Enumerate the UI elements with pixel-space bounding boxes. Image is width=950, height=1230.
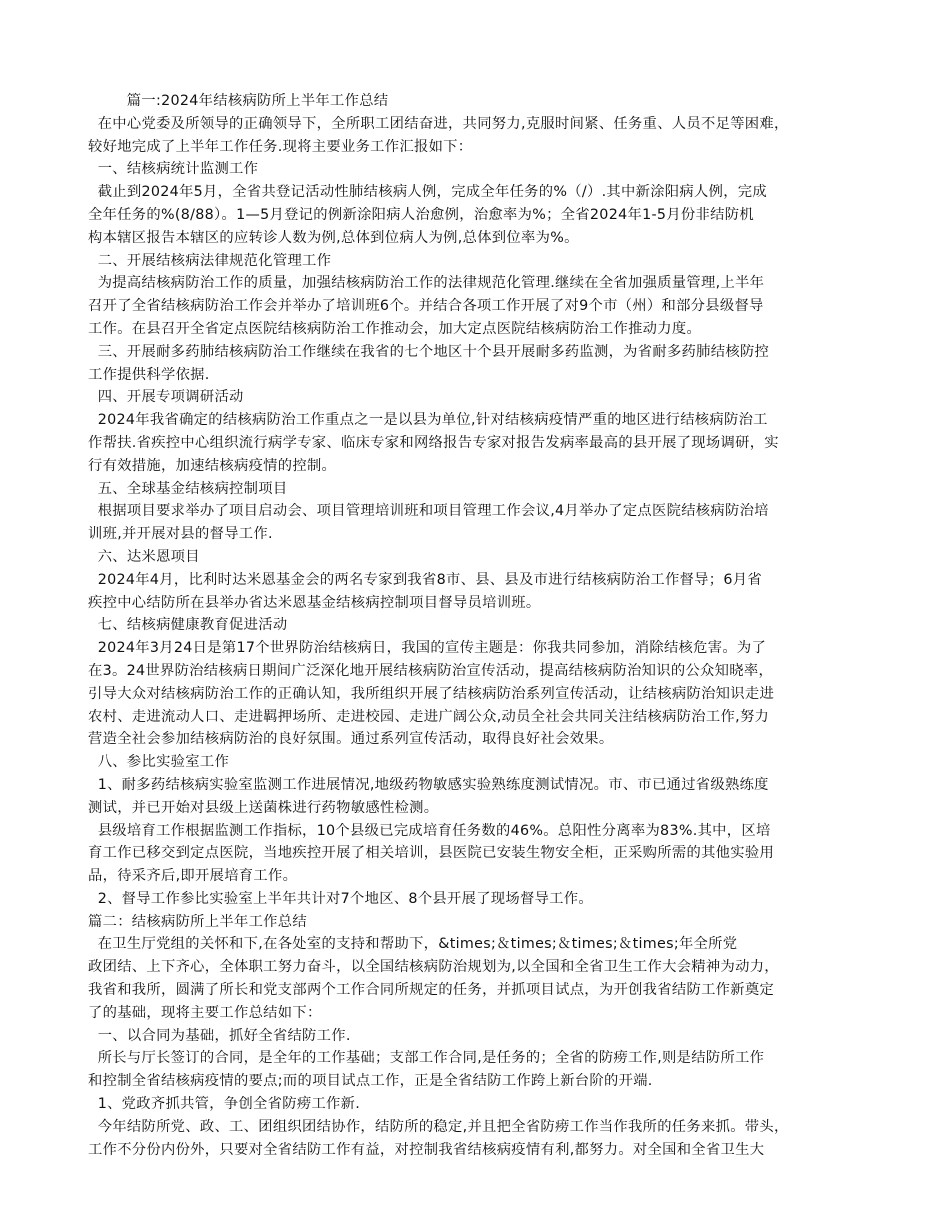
text-line: 三、开展耐多药肺结核病防治工作继续在我省的七个地区十个县开展耐多药监测，为省耐多药肺结核防控: [88, 343, 770, 360]
text-line: 在中心党委及所领导的正确领导下，全所职工团结奋进，共同努力,克服时间紧、任务重、人员不足等困难，: [88, 115, 789, 132]
text-line: 所长与厅长签订的合同，是全年的工作基础；支部工作合同,是任务的；全省的防痨工作,则是结防所工作: [88, 1050, 765, 1067]
text-line: 2、督导工作参比实验室上半年共计对7个地区、8个县开展了现场督导工作。: [88, 890, 593, 907]
text-line: 七、结核病健康教育促进活动: [88, 617, 288, 634]
text-line: 一、结核病统计监测工作: [88, 161, 259, 178]
document-body: [88, 90, 868, 1161]
text-line: 2024年我省确定的结核病防治工作重点之一是以县为单位,针对结核病疫情严重的地区进行结核病防治工: [88, 412, 768, 429]
text-line: 行有效措施，加速结核病疫情的控制。: [88, 457, 337, 474]
text-line: 县级培育工作根据监测工作指标，10个县级已完成培育任务数的46%。总阳性分离率为83%.其中，区培: [88, 822, 771, 839]
text-line: 育工作已移交到定点医院，当地疾控开展了相关培训，县医院已安装生物安全柜，正采购所需的其他实验用: [88, 845, 775, 862]
text-line: 今年结防所党、政、工、团组织团结协作，结防所的稳定,并且把全省防痨工作当作我所的任务来抓。带头，: [88, 1118, 789, 1135]
text-line: 品，待采齐后,即开展培育工作。: [88, 868, 298, 885]
text-line: 1、党政齐抓共管，争创全省防痨工作新.: [88, 1096, 361, 1113]
text-line: 2024年3月24日是第17个世界防治结核病日，我国的宣传主题是：你我共同参加，消除结核危害。为了: [88, 640, 767, 657]
text-line: 作帮扶.省疾控中心组织流行病学专家、临床专家和网络报告专家对报告发病率最高的县开展了现场调研，实: [88, 434, 779, 451]
text-line: 引导大众对结核病防治工作的正确认知，我所组织开展了结核病防治系列宣传活动，让结核病防治知识走进: [88, 685, 775, 702]
text-line: 测试，并已开始对县级上送菌株进行药物敏感性检测。: [88, 799, 439, 816]
text-line: 召开了全省结核病防治工作会并举办了培训班6个。并结合各项工作开展了对9个市（州）和部分县级督导: [88, 298, 764, 315]
text-line: 训班,并开展对县的督导工作.: [88, 526, 273, 543]
text-line: 八、参比实验室工作: [88, 754, 230, 771]
text-line: 1、耐多药结核病实验室监测工作进展情况,地级药物敏感实验熟练度测试情况。市、市已通过省级熟练度: [88, 776, 769, 793]
text-line: 工作不分份内份外，只要对全省结防工作有益，对控制我省结核病疫情有利,都努力。对全国和全省卫生大: [88, 1141, 765, 1158]
text-line: 根据项目要求举办了项目启动会、项目管理培训班和项目管理工作会议,4月举办了定点医院结核病防治培: [88, 503, 769, 520]
text-line: 全年任务的%(8/88）。1—5月登记的例新涂阳病人治愈例，治愈率为%；全省2024年1-5月份非结防机: [88, 206, 754, 223]
text-line: 在3。24世界防治结核病日期间广泛深化地开展结核病防治宣传活动，提高结核病防治知识的公众知晓率，: [88, 662, 774, 679]
text-line: 一、以合同为基础，抓好全省结防工作.: [88, 1027, 351, 1044]
text-line: 构本辖区报告本辖区的应转诊人数为例,总体到位病人为例,总体到位率为%。: [88, 229, 579, 246]
text-line: 工作提供科学依据.: [88, 366, 210, 383]
text-line: 四、开展专项调研活动: [88, 389, 244, 406]
text-line: 较好地完成了上半年工作任务.现将主要业务工作汇报如下：: [88, 138, 473, 155]
text-line: 我省和我所，圆满了所长和党支部两个工作合同所规定的任务，并抓项目试点，为开创我省结防工作新奠定: [88, 982, 775, 999]
text-line: 二、开展结核病法律规范化管理工作: [88, 252, 332, 269]
text-line: 和控制全省结核病疫情的要点;而的项目试点工作，正是全省结防工作跨上新台阶的开端.: [88, 1073, 653, 1090]
text-line: 农村、走进流动人口、走进羁押场所、走进校园、走进广阔公众,动员全社会共同关注结核病防治工作,努力: [88, 708, 770, 725]
text-line: 在卫生厅党组的关怀和下,在各处室的支持和帮助下，&times;＆times;＆times;＆times;年全所党: [88, 936, 738, 953]
text-line: 截止到2024年5月，全省共登记活动性肺结核病人例，完成全年任务的%（/）.其中新涂阳病人例，完成: [88, 184, 767, 201]
text-line: 营造全社会参加结核病防治的良好氛围。通过系列宣传活动，取得良好社会效果。: [88, 731, 614, 748]
text-line: 五、全球基金结核病控制项目: [88, 480, 288, 497]
text-line: 为提高结核病防治工作的质量，加强结核病防治工作的法律规范化管理.继续在全省加强质量管理,上半年: [88, 275, 765, 292]
text-line: 篇二：结核病防所上半年工作总结: [88, 913, 307, 930]
text-line: 疾控中心结防所在县举办省达米恩基金结核病控制项目督导员培训班。: [88, 594, 541, 611]
text-line: 政团结、上下齐心，全体职工努力奋斗，以全国结核病防治规划为,以全国和全省卫生工作大会精神为动力，: [88, 959, 779, 976]
text-line: 2024年4月，比利时达米恩基金会的两名专家到我省8市、县、县及市进行结核病防治工作督导；6月省: [88, 571, 762, 588]
text-line: 篇一:2024年结核病防所上半年工作总结: [88, 93, 389, 109]
text-line: 六、达米恩项目: [88, 548, 200, 565]
text-line: 工作。在县召开全省定点医院结核病防治工作推动会，加大定点医院结核病防治工作推动力度。: [88, 320, 702, 337]
text-line: 了的基础，现将主要工作总结如下：: [88, 1004, 322, 1021]
